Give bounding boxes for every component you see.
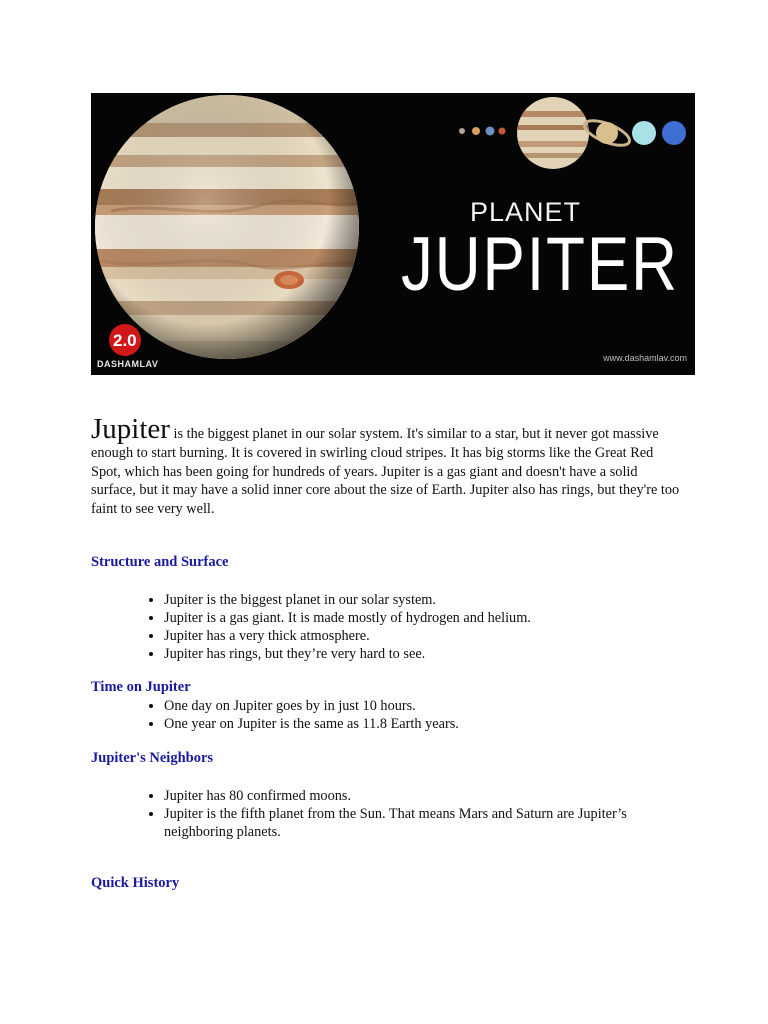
heading-time-on-jupiter: Time on Jupiter	[91, 679, 191, 695]
planet-jupiter-banner	[91, 93, 695, 375]
heading-structure-and-surface: Structure and Surface	[91, 554, 229, 570]
list-item: • Jupiter has a very thick atmosphere.	[164, 627, 696, 645]
list-item: • One year on Jupiter is the same as 11.8 Earth years.	[164, 715, 696, 733]
intro-paragraph	[91, 415, 681, 518]
list-structure	[91, 591, 696, 663]
banner-url: www.dashamlav.com	[603, 353, 687, 363]
planet-row-illustration	[459, 93, 686, 173]
list-neighbors	[91, 787, 684, 841]
list-item: • Jupiter has 80 confirmed moons.	[164, 787, 684, 805]
banner-title-big: JUPITER	[401, 222, 679, 307]
intro-text: is the biggest planet in our solar system. It's similar to a star, but it never got massive enough to start burning. It is covered in swirling cloud stripes. It has big storms like the Great Red Spot, which has been going for hundreds of years. Jupiter is a gas giant and doesn't have a solid surface, but it may have a solid inner core about the size of Earth. Jupiter also has rings, but they're too faint to see very well.	[91, 426, 680, 517]
heading-jupiters-neighbors: Jupiter's Neighbors	[91, 750, 214, 766]
list-time	[91, 697, 696, 733]
list-item: • Jupiter is the biggest planet in our solar system.	[164, 591, 696, 609]
list-item: • Jupiter is a gas giant. It is made mostly of hydrogen and helium.	[164, 609, 696, 627]
logo-mark: 2.0	[113, 331, 137, 350]
list-item: • One day on Jupiter goes by in just 10 hours.	[164, 697, 696, 715]
banner-logo-text: DASHAMLAV	[97, 359, 159, 369]
intro-lead-word: Jupiter	[91, 413, 170, 445]
list-item: • Jupiter has rings, but they’re very hard to see.	[164, 645, 696, 663]
heading-quick-history: Quick History	[91, 875, 180, 891]
banner-title-small: PLANET	[470, 197, 582, 227]
list-item: • Jupiter is the fifth planet from the Sun. That means Mars and Saturn are Jupiter’s neighboring planets.	[164, 805, 684, 841]
dashamlav-logo-icon	[109, 324, 141, 356]
document-page	[91, 93, 696, 892]
